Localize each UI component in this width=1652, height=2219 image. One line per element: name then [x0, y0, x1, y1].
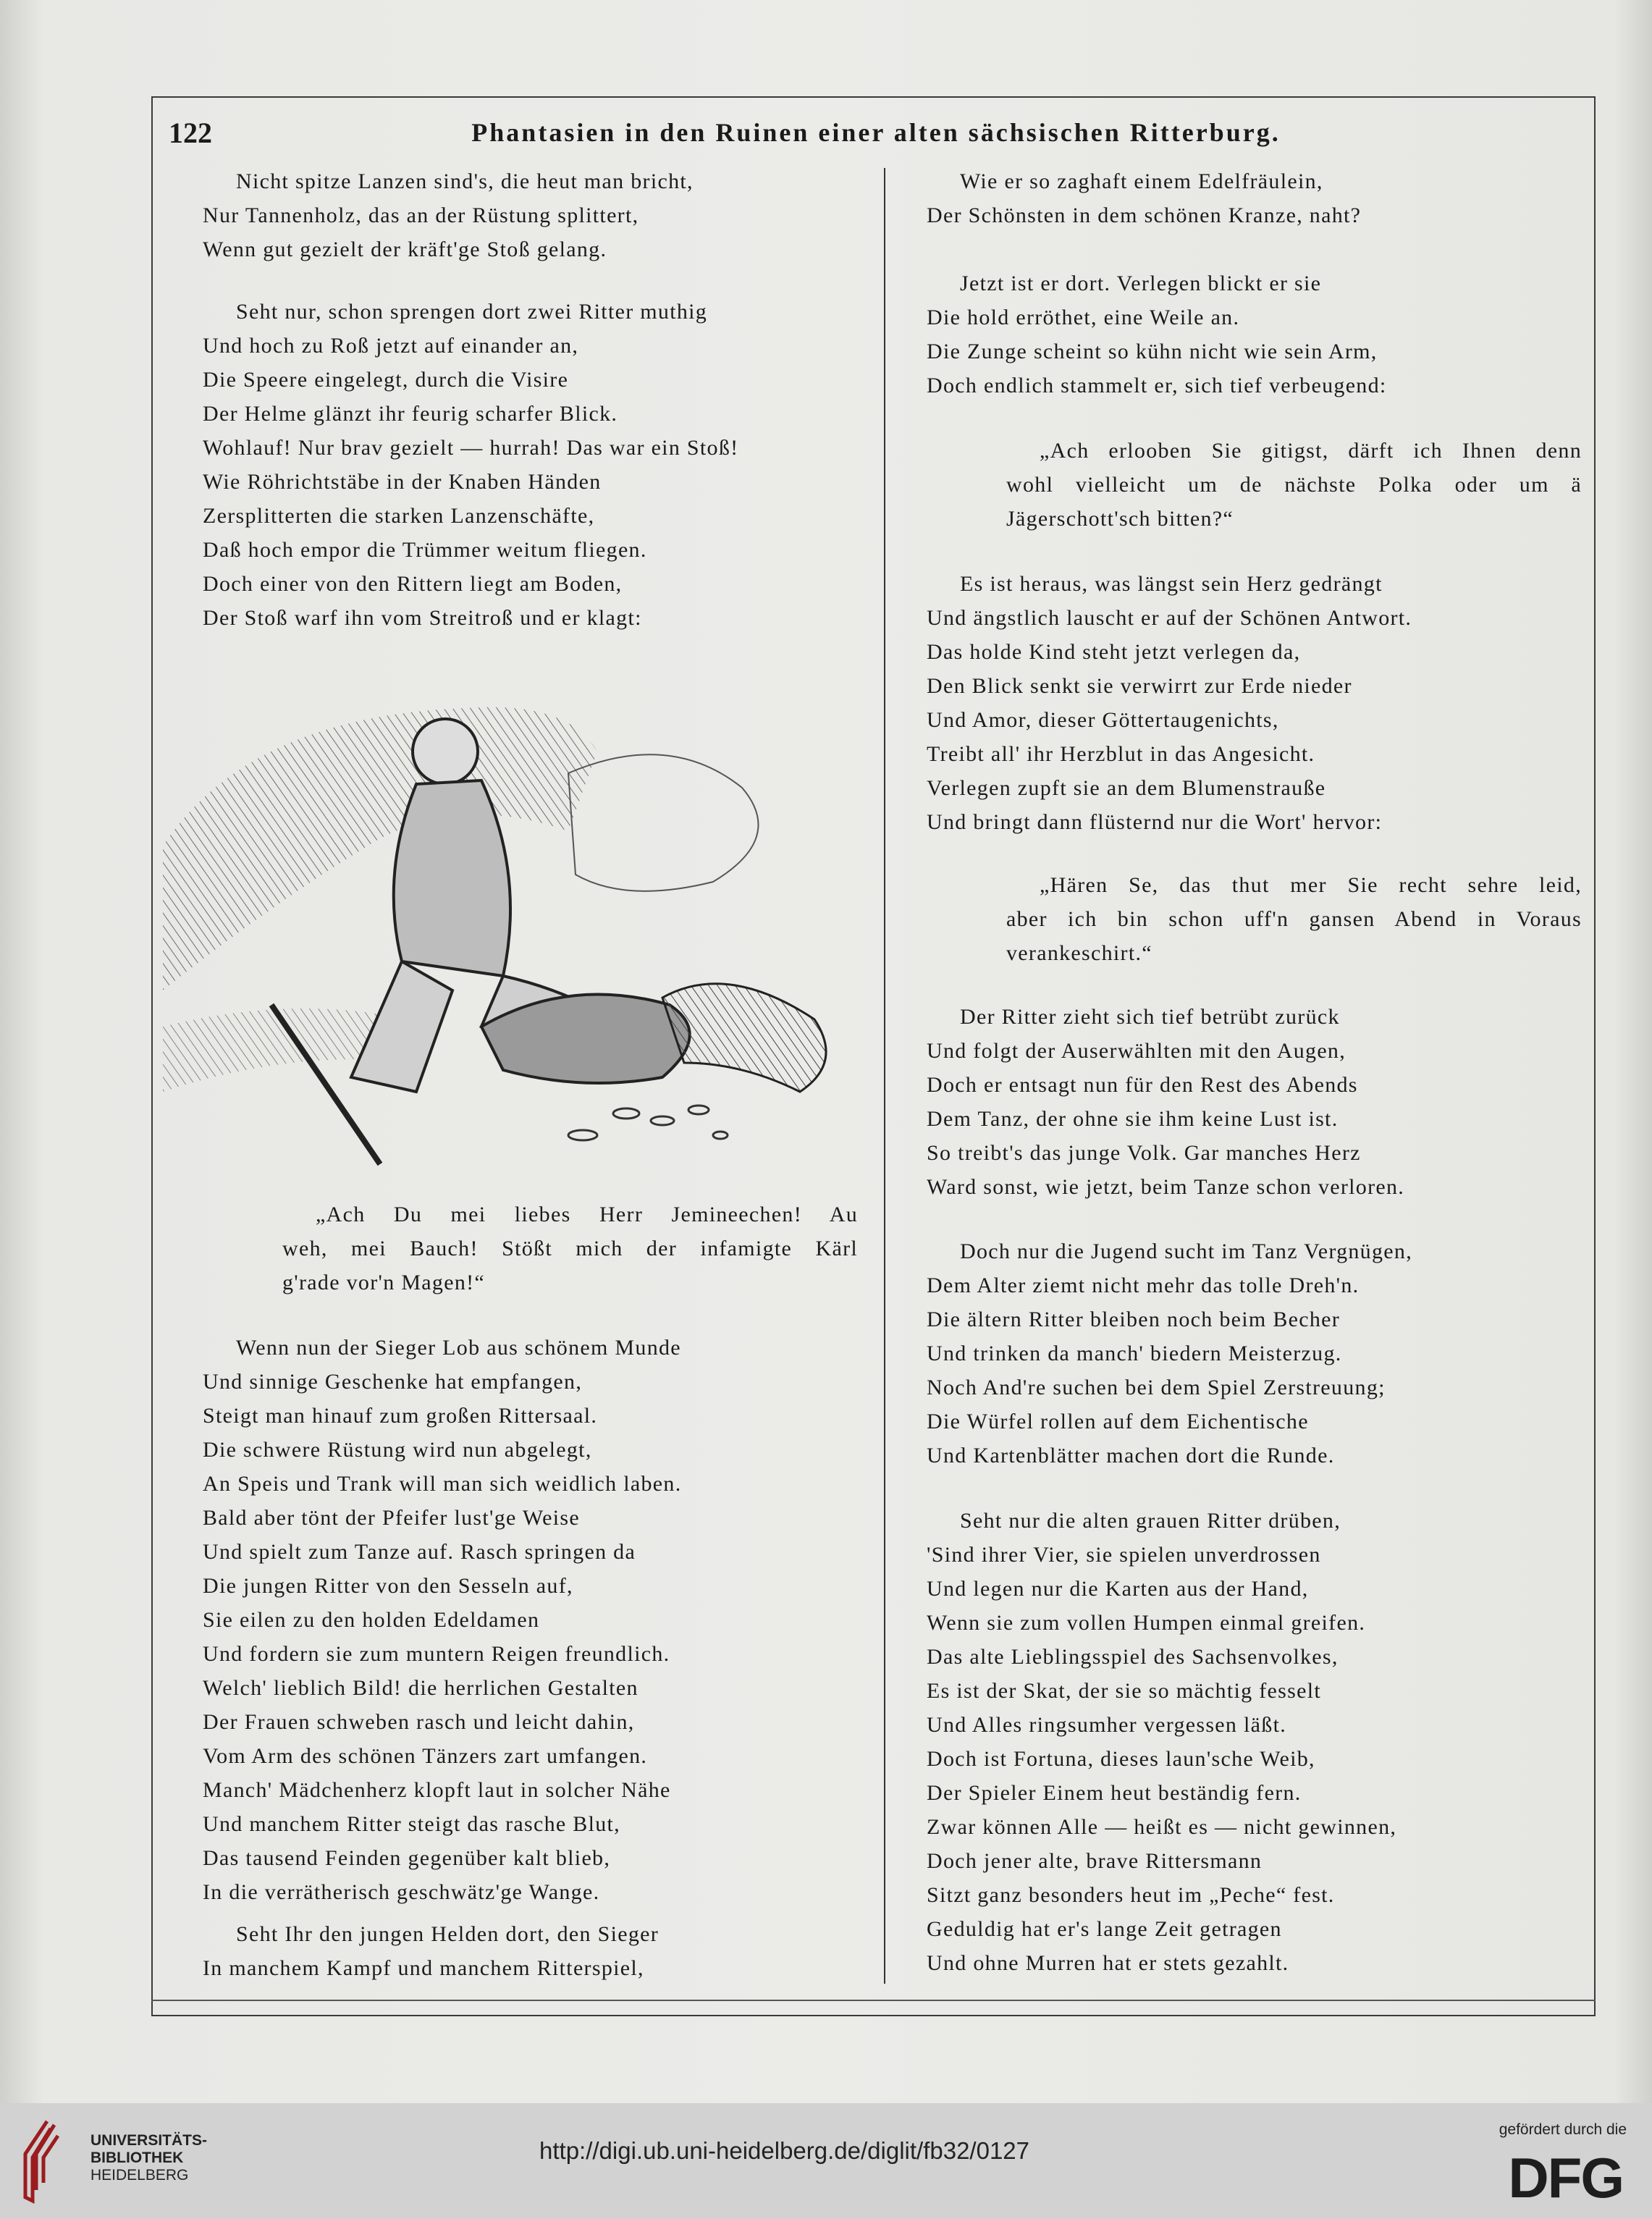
text-line: Das alte Lieblingsspiel des Sachsenvolkes,	[927, 1645, 1339, 1669]
text-line: Und sinnige Geschenke hat empfangen,	[203, 1370, 583, 1394]
library-line: BIBLIOTHEK	[90, 2149, 184, 2166]
text-line: In die verrätherisch geschwätz'ge Wange.	[203, 1880, 600, 1904]
text-line: 'Sind ihrer Vier, sie spielen unverdrossen	[927, 1543, 1321, 1567]
knight-illustration	[163, 686, 865, 1179]
text-line: Die Würfel rollen auf dem Eichentische	[927, 1410, 1309, 1433]
dialogue-paragraph	[282, 1197, 858, 1300]
text-line: „Ach Du mei liebes Herr Jemineechen! Au	[316, 1203, 858, 1226]
text-line: Und spielt zum Tanze auf. Rasch springen da	[203, 1540, 636, 1564]
text-line: Der Spieler Einem heut beständig fern.	[927, 1781, 1302, 1805]
text-line: An Speis und Trank will man sich weidlich laben.	[203, 1472, 682, 1496]
verse-stanza	[927, 266, 1387, 403]
text-line: Wenn nun der Sieger Lob aus schönem Munde	[236, 1336, 681, 1360]
text-line: Nur Tannenholz, das an der Rüstung splittert,	[203, 203, 639, 227]
dialogue-paragraph	[1006, 868, 1582, 970]
dfg-logo: DFG	[1508, 2146, 1623, 2210]
text-line: Doch endlich stammelt er, sich tief verbeugend:	[927, 374, 1387, 397]
text-line: Der Ritter zieht sich tief betrübt zurück	[960, 1005, 1340, 1029]
text-line: Und legen nur die Karten aus der Hand,	[927, 1577, 1309, 1601]
text-line: Es ist heraus, was längst sein Herz gedrängt	[960, 572, 1383, 596]
library-line: UNIVERSITÄTS-	[90, 2132, 208, 2149]
text-line: Welch' lieblich Bild! die herrlichen Gestalten	[203, 1676, 639, 1700]
text-line: Die jungen Ritter von den Sesseln auf,	[203, 1574, 573, 1598]
bottom-rule	[151, 2000, 1596, 2001]
library-name	[90, 2132, 207, 2184]
verse-stanza	[203, 295, 738, 635]
text-line: Doch ist Fortuna, dieses laun'sche Weib,	[927, 1747, 1315, 1771]
verse-stanza	[203, 164, 694, 266]
text-line: Jägerschott'sch bitten?“	[1006, 507, 1234, 531]
text-line: Doch jener alte, brave Rittersmann	[927, 1849, 1263, 1873]
text-line: Und folgt der Auserwählten mit den Augen,	[927, 1039, 1347, 1063]
university-library-logo	[18, 2118, 62, 2205]
page-number: 122	[169, 117, 212, 149]
text-line: Manch' Mädchenherz klopft laut in solcher Nähe	[203, 1778, 671, 1802]
text-line: Bald aber tönt der Pfeifer lust'ge Weise	[203, 1506, 580, 1530]
text-line: Und hoch zu Roß jetzt auf einander an,	[203, 334, 579, 358]
text-line: Zwar können Alle — heißt es — nicht gewinnen,	[927, 1815, 1397, 1839]
text-line: Ward sonst, wie jetzt, beim Tanze schon verloren.	[927, 1175, 1405, 1199]
text-line: Sitzt ganz besonders heut im „Peche“ fest.	[927, 1883, 1335, 1907]
verse-stanza	[927, 164, 1361, 232]
text-line: Treibt all' ihr Herzblut in das Angesicht.	[927, 742, 1315, 766]
text-line: Wie er so zaghaft einem Edelfräulein,	[960, 169, 1323, 193]
text-line: Und Amor, dieser Göttertaugenichts,	[927, 708, 1279, 732]
text-line: Verlegen zupft sie an dem Blumenstrauße	[927, 776, 1326, 800]
text-line: „Ach erlooben Sie gitigst, därft ich Ihnen denn	[1040, 439, 1582, 463]
text-line: Wohlauf! Nur brav gezielt — hurrah! Das war ein Stoß!	[203, 436, 739, 460]
text-line: Sie eilen zu den holden Edeldamen	[203, 1608, 540, 1632]
funded-by-label: gefördert durch die	[1499, 2121, 1627, 2138]
text-line: Zersplitterten die starken Lanzenschäfte,	[203, 504, 595, 528]
text-line: g'rade vor'n Magen!“	[282, 1271, 486, 1294]
verse-stanza	[927, 1000, 1404, 1204]
verse-stanza	[927, 567, 1412, 839]
text-line: Das tausend Feinden gegenüber kalt blieb,	[203, 1846, 611, 1870]
text-line: Seht nur, schon sprengen dort zwei Ritter muthig	[236, 300, 708, 324]
text-line: Dem Alter ziemt nicht mehr das tolle Dreh'n.	[927, 1273, 1360, 1297]
permalink-url[interactable]: http://digi.ub.uni-heidelberg.de/diglit/fb32/0127	[539, 2137, 1029, 2164]
text-line: Doch er entsagt nun für den Rest des Abends	[927, 1073, 1358, 1097]
footer-bar	[0, 2103, 1652, 2219]
verse-stanza	[927, 1504, 1396, 1980]
text-line: So treibt's das junge Volk. Gar manches Herz	[927, 1141, 1361, 1165]
text-line: Wenn gut gezielt der kräft'ge Stoß gelang.	[203, 237, 607, 261]
text-line: wohl vielleicht um de nächste Polka oder um ä	[1006, 473, 1582, 497]
text-line: Und fordern sie zum muntern Reigen freundlich.	[203, 1642, 670, 1666]
text-line: Seht nur die alten grauen Ritter drüben,	[960, 1509, 1341, 1533]
text-line: Doch einer von den Rittern liegt am Boden,	[203, 572, 623, 596]
text-line: weh, mei Bauch! Stößt mich der infamigte Kärl	[282, 1237, 858, 1260]
text-line: Die schwere Rüstung wird nun abgelegt,	[203, 1438, 592, 1462]
text-line: Seht Ihr den jungen Helden dort, den Sieger	[236, 1922, 659, 1946]
text-line: Noch And're suchen bei dem Spiel Zerstreuung;	[927, 1376, 1386, 1399]
text-line: Steigt man hinauf zum großen Rittersaal.	[203, 1404, 598, 1428]
text-line: Und manchem Ritter steigt das rasche Blut,	[203, 1812, 620, 1836]
dialogue-paragraph	[1006, 434, 1582, 536]
text-line: Wie Röhrichtstäbe in der Knaben Händen	[203, 470, 602, 494]
text-line: In manchem Kampf und manchem Ritterspiel,	[203, 1956, 644, 1980]
verse-stanza	[203, 1917, 659, 1985]
text-line: Und trinken da manch' biedern Meisterzug.	[927, 1342, 1342, 1365]
text-line: Wenn sie zum vollen Humpen einmal greifen.	[927, 1611, 1366, 1635]
text-line: Die Zunge scheint so kühn nicht wie sein Arm,	[927, 340, 1378, 363]
text-line: Und Alles ringsumher vergessen läßt.	[927, 1713, 1287, 1737]
text-line: Daß hoch empor die Trümmer weitum fliegen.	[203, 538, 647, 562]
text-line: Doch nur die Jugend sucht im Tanz Vergnügen,	[960, 1239, 1413, 1263]
text-line: Die ältern Ritter bleiben noch beim Becher	[927, 1308, 1341, 1331]
running-title: Phantasien in den Ruinen einer alten sächsischen Ritterburg.	[471, 118, 1281, 147]
text-line: Die Speere eingelegt, durch die Visire	[203, 368, 569, 392]
text-line: Nicht spitze Lanzen sind's, die heut man bricht,	[236, 169, 694, 193]
text-line: Der Schönsten in dem schönen Kranze, naht?	[927, 203, 1362, 227]
text-line: aber ich bin schon uff'n gansen Abend in Voraus	[1006, 907, 1582, 931]
text-line: Und bringt dann flüsternd nur die Wort' hervor:	[927, 810, 1383, 834]
text-line: „Hären Se, das thut mer Sie recht sehre leid,	[1040, 873, 1582, 897]
text-line: Jetzt ist er dort. Verlegen blickt er sie	[960, 271, 1322, 295]
text-line: Und Kartenblätter machen dort die Runde.	[927, 1444, 1335, 1468]
text-line: Die hold erröthet, eine Weile an.	[927, 306, 1240, 329]
text-line: Dem Tanz, der ohne sie ihm keine Lust ist.	[927, 1107, 1339, 1131]
verse-stanza	[927, 1234, 1412, 1473]
text-line: Der Frauen schweben rasch und leicht dahin,	[203, 1710, 635, 1734]
text-line: Geduldig hat er's lange Zeit getragen	[927, 1917, 1282, 1941]
text-line: Der Stoß warf ihn vom Streitroß und er klagt:	[203, 606, 642, 630]
text-line: Und ängstlich lauscht er auf der Schönen Antwort.	[927, 606, 1412, 630]
text-line: verankeschirt.“	[1006, 941, 1152, 965]
text-line: Der Helme glänzt ihr feurig scharfer Blick.	[203, 402, 618, 426]
verse-stanza	[203, 1331, 682, 1909]
text-line: Den Blick senkt sie verwirrt zur Erde nieder	[927, 674, 1352, 698]
text-line: Das holde Kind steht jetzt verlegen da,	[927, 640, 1301, 664]
text-line: Und ohne Murren hat er stets gezahlt.	[927, 1951, 1289, 1975]
column-divider	[884, 168, 885, 1984]
text-line: Vom Arm des schönen Tänzers zart umfangen.	[203, 1744, 648, 1768]
library-line: HEIDELBERG	[90, 2167, 189, 2184]
text-line: Es ist der Skat, der sie so mächtig fesselt	[927, 1679, 1321, 1703]
